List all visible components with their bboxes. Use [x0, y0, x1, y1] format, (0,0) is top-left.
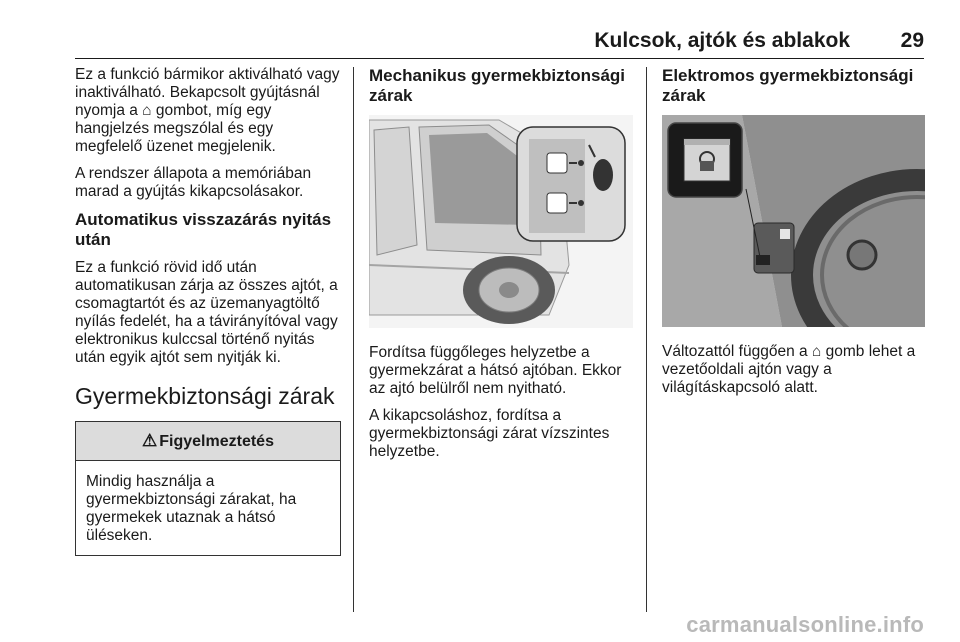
header-rule [75, 58, 924, 59]
warning-box [75, 421, 341, 556]
paragraph-mechanical-deactivate: A kikapcsoláshoz, fordítsa a gyermekbiztonsági zárat vízszintes helyzetbe. [369, 407, 610, 460]
column-divider-2 [646, 67, 647, 612]
electric-child-lock-illustration [662, 115, 925, 327]
section-title-child-locks: Gyermekbiztonsági zárak [75, 383, 335, 409]
column-divider-1 [353, 67, 354, 612]
paragraph-auto-relock: Ez a funkció rövid idő után automatikusan zárja az összes ajtót, a csomagtartót és az üzemanyagtöltő nyílás fedelét, ha a távirányítóval vagy elektronikus kulccsal történő nyitás után egyik ajtót sem nyitják ki. [75, 259, 338, 366]
warning-title: Figyelmeztetés [159, 433, 274, 450]
header-title: Kulcsok, ajtók és ablakok [594, 29, 850, 52]
heading-electric-child-locks: Elektromos gyermekbiztonsági zárak [662, 66, 914, 105]
heading-auto-relock: Automatikus visszazárás nyitás után [75, 210, 332, 249]
page-number: 29 [900, 29, 924, 52]
paragraph-memory: A rendszer állapota a memóriában marad a gyújtás kikapcsolásakor. [75, 165, 312, 200]
paragraph-electric-location: Változattól függően a ⌂ gomb lehet a vezetőoldali ajtón vagy a világításkapcsoló alatt. [662, 343, 916, 396]
column-1 [75, 66, 341, 556]
heading-mechanical-child-locks: Mechanikus gyermekbiztonsági zárak [369, 66, 626, 105]
warning-triangle-icon: ⚠ [142, 431, 158, 450]
column-3 [662, 66, 926, 406]
warning-body: Mindig használja a gyermekbiztonsági zárakat, ha gyermekek utaznak a hátsó üléseken. [86, 473, 297, 544]
paragraph-toggle-function: Ez a funkció bármikor aktiválható vagy inaktiválható. Bekapcsolt gyújtásnál nyomja a ⌂ gombot, míg egy hangjelzés megszólal és egy megfelelő üzenet megjelenik. [75, 66, 340, 155]
column-2 [369, 66, 637, 470]
watermark: carmanualsonline.info [686, 612, 924, 637]
paragraph-mechanical-activate: Fordítsa függőleges helyzetbe a gyermekzárat a hátsó ajtóban. Ekkor az ajtó belülről nem nyitható. [369, 344, 622, 397]
warning-header [76, 422, 340, 461]
mechanical-child-lock-illustration [369, 115, 633, 328]
